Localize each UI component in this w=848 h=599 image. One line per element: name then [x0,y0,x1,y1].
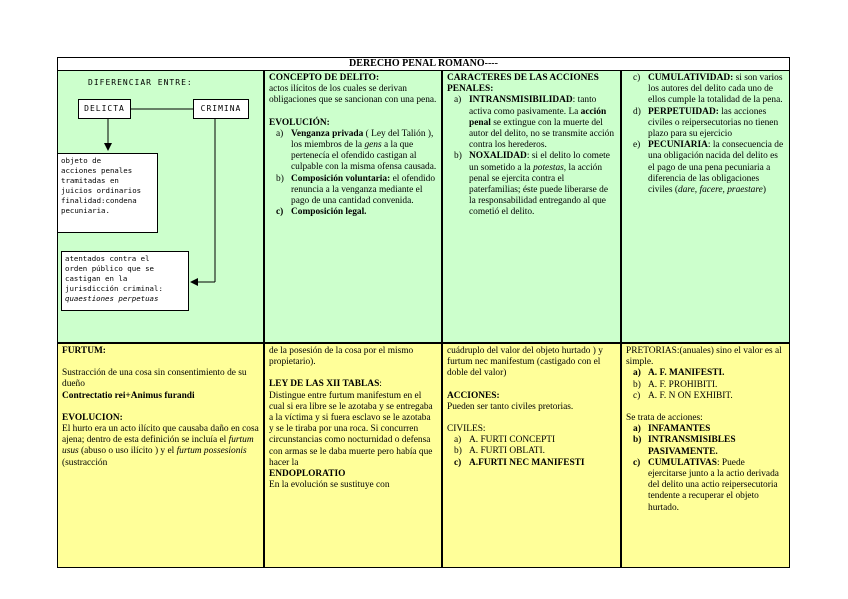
civil-action-item: b) A. FURTI OBLATI. [454,446,545,457]
concepto-definition: actos ilícitos de los cuales se derivan obligaciones que se sancionan con una pena. [269,84,437,106]
diagram-cell [57,70,264,343]
delicta-line: pecuniaria. [61,206,110,215]
caracteres-heading: CARACTERES DE LAS ACCIONES PENALES: [447,73,599,95]
acciones-cell [442,343,621,568]
item-text: : la consecuencia de una obligación nacida del delito es el pago de una pena pecuniaria a diferencia de las obligaciones civiles ( [648,140,784,196]
pretoria-action-item: a) A. F. MANIFESTI. [633,368,725,379]
civiles-heading: CIVILES: [447,424,486,435]
item-marker: b) [276,173,284,184]
page-title: DERECHO PENAL ROMANO---- [57,57,790,71]
item-italic: potestas [533,162,564,173]
delicta-line: objeto de [61,156,102,165]
item-marker: d) [633,106,641,117]
item-text: : tanto activa como pasivamente. La [469,95,597,117]
ley-text: Distingue entre furtum manifestum en el cual si era libre se le azotaba y se entregaba a la víctima y si fuera esclavo se le azotaba y se le tiraba por una roca. Si concurren circunstancias como nocturnidad o defensa con armas se le daba muerte pero había que hacer la [269,390,433,468]
furtum-cell [57,343,264,568]
item-term: Composición legal. [291,207,367,218]
furtum-evolucion-heading: EVOLUCION: [62,412,123,423]
item-term: acción penal [469,106,607,128]
item-text: se extingue con la muerte del autor del delito, no se transmite acción contra los herederos. [469,117,615,151]
crimina-line: jurisdicción criminal: [65,284,163,293]
delicta-line: acciones penales [61,166,133,175]
item-italic: gens [364,140,382,151]
item-term: CUMULATIVIDAD: [648,73,734,83]
item-text: : si el delito lo comete un sometido a la [469,151,610,173]
item-text: las acciones civiles o reipersecutorias no tienen plazo para su ejercicio [648,106,779,140]
item-term: Venganza privada [291,128,364,139]
civil-action-item: c) A.FURTI NEC MANIFESTI [454,457,585,468]
crimina-line: castigan en la [65,274,128,283]
item-text: a la que pertenecía el ofendido castigan al culpable con la misma ofensa causada. [291,140,437,173]
caracteres-cell [442,70,621,343]
item-marker: c) [633,73,641,83]
furtum-formula: Contrectatio rei+Animus furandi [62,390,195,401]
item-term: Composición voluntaria: [291,173,391,184]
ley-xii-tablas-cell [264,343,442,568]
caracter-item-a [447,95,616,151]
item-marker: c) [276,207,284,218]
civil-action-item: a) A. FURTI CONCEPTI [454,435,556,446]
evolucion-item-b [269,174,437,208]
caracter-item-d [626,107,785,141]
acciones-text: Pueden ser tanto civiles pretorias. [447,401,574,412]
ley-heading: LEY DE LAS XII TABLAS: [269,379,382,390]
delicta-line: juicios ordinarios [61,186,142,195]
furtum-definition: Sustracción de una cosa sin consentimiento de su dueño [62,368,247,390]
item-term: PERPETUIDAD: [648,106,719,117]
ley-last-line: En la evolución se sustituye con [269,480,390,491]
evolucion-item-c [269,207,437,218]
accion-tipo-item: a) INFAMANTES [633,424,711,435]
concepto-delito-cell [264,70,442,343]
document-sheet [57,57,790,568]
delicta-box: DELICTA [78,99,131,119]
item-term: NOXALIDAD [469,151,527,162]
crimina-box: CRIMINA [193,99,249,119]
continued-text: cuádruplo del valor del objeto hurtado ) y furtum nec manifestum (castigado con el doble del valor) [447,346,603,379]
crimina-line: orden público que se [65,264,154,273]
furtum-heading: FURTUM: [62,346,106,356]
item-marker: a) [276,128,284,139]
delicta-line: tramitadas en [61,176,119,185]
item-text: el ofendido renuncia a la venganza mediante el pago de una cantidad convenida. [291,173,436,207]
caracter-item-e [626,140,785,196]
crimina-description [61,251,189,311]
evolucion-heading: EVOLUCIÓN: [269,117,330,128]
acciones-heading: ACCIONES: [447,390,500,401]
item-text: si son varios los autores del delito cada uno de ellos cumple la totalidad de la pena. [648,73,783,106]
pretorias-cell [621,343,790,568]
diagram-heading: DIFERENCIAR ENTRE: [88,78,193,87]
item-text: ( Ley del Talión ), los miembros de la [291,128,434,151]
accion-tipo-item: b) INTRANSMISIBLES PASIVAMENTE. [633,435,736,457]
item-text: , la acción penal se ejercita contra el paterfamilias; éste puede liberarse de la responsabilidad entregando al que cometió el delito. [469,162,608,218]
item-term: PECUNIARIA [648,140,708,151]
crimina-term: quaestiones perpetuas [65,294,159,303]
accion-tipo-item: c) CUMULATIVAS: Puede ejercitarse junto a la actio derivada del delito una actio reipersecutoria tendente a recuperar el objeto hurtado. [633,457,779,513]
pretoria-action-item: b) A. F. PROHIBITI. [633,379,718,390]
item-marker: b) [454,151,462,162]
caracter-item-b [447,151,616,218]
item-marker: a) [454,95,462,106]
pretoria-action-item: c) A. F. N ON EXHIBIT. [633,390,733,401]
item-text: ) [762,185,766,196]
endoploratio-term: ENDOPLORATIO [269,469,346,480]
evolucion-item-a [269,129,437,174]
delicta-description [57,153,158,233]
item-italic: dare, facere, praestare [677,185,763,196]
item-term: INTRANSMISIBILIDAD [469,95,573,106]
crimina-line: atentados contra el [65,254,150,263]
caracter-item-c [626,73,785,107]
concepto-heading: CONCEPTO DE DELITO: [269,73,380,83]
furtum-evolucion-text: El hurto era un acto ilícito que causaba daño en cosa ajena; dentro de esta definición se incluía el furtum usus (abuso o uso ilícito ) y el furtum possesionis (sustracción [62,424,259,468]
delicta-line: finalidad:condena [61,196,137,205]
trata-heading: Se trata de acciones: [626,413,703,424]
caracteres-cont-cell [621,70,790,343]
continued-text: de la posesión de la cosa por el mismo propietario). [269,346,414,368]
item-marker: e) [633,140,641,151]
pretorias-intro: PRETORIAS:(anuales) sino el valor es al simple. [626,346,782,368]
